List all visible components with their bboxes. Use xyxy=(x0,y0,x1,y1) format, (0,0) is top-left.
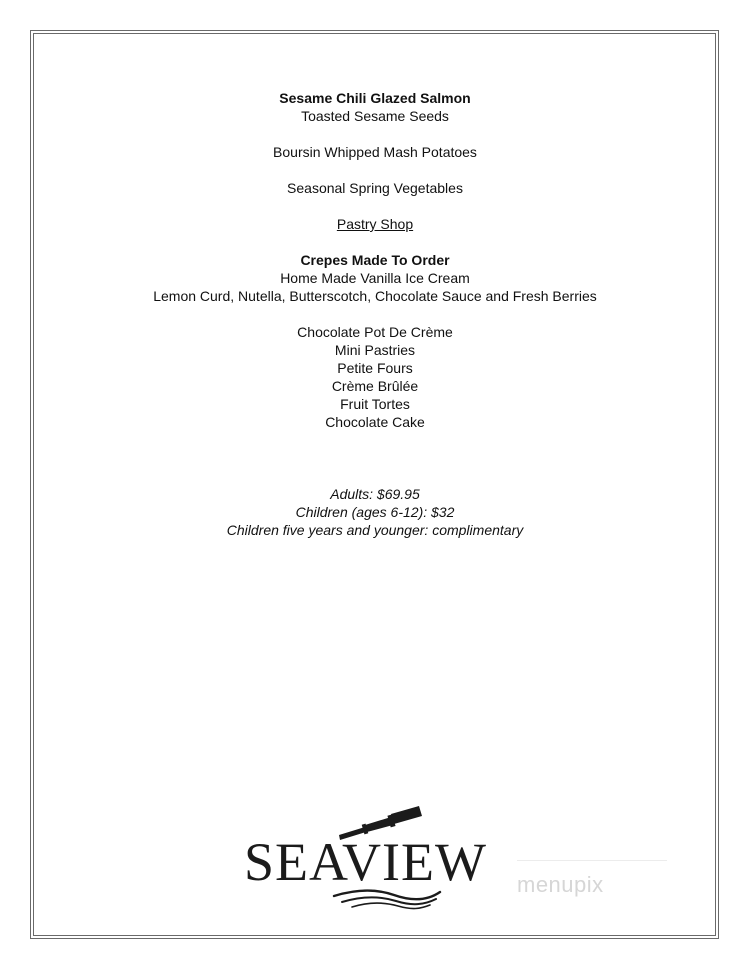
seaview-logo xyxy=(240,805,520,915)
dessert-item: Mini Pastries xyxy=(334,342,416,358)
dessert-item: Chocolate Pot De Crème xyxy=(297,324,453,340)
side-dish-1: Boursin Whipped Mash Potatoes xyxy=(273,144,477,160)
dessert-item: Chocolate Cake xyxy=(325,414,425,430)
crepes-title: Crepes Made To Order xyxy=(300,252,450,268)
logo-wordmark: SEAVIEW xyxy=(244,832,487,892)
dessert-item: Crème Brûlée xyxy=(331,378,419,394)
crepes-line-1: Home Made Vanilla Ice Cream xyxy=(280,270,470,286)
watermark-text: menupix xyxy=(517,872,604,897)
price-adults: Adults: $69.95 xyxy=(330,486,420,502)
price-young-children: Children five years and younger: complimentary xyxy=(226,522,524,538)
pricing-block xyxy=(0,485,750,539)
watermark-rule xyxy=(517,860,667,861)
dessert-item: Petite Fours xyxy=(337,360,413,376)
dessert-item: Fruit Tortes xyxy=(340,396,410,412)
price-children: Children (ages 6-12): $32 xyxy=(295,504,455,520)
side-dish-2: Seasonal Spring Vegetables xyxy=(287,180,463,196)
main-dish-title: Sesame Chili Glazed Salmon xyxy=(279,90,471,106)
crepes-line-2: Lemon Curd, Nutella, Butterscotch, Chocolate Sauce and Fresh Berries xyxy=(153,288,597,304)
main-dish-garnish: Toasted Sesame Seeds xyxy=(301,108,449,124)
section-title-pastry: Pastry Shop xyxy=(336,216,414,232)
wave-icon xyxy=(332,887,442,911)
menu-content xyxy=(0,89,750,539)
